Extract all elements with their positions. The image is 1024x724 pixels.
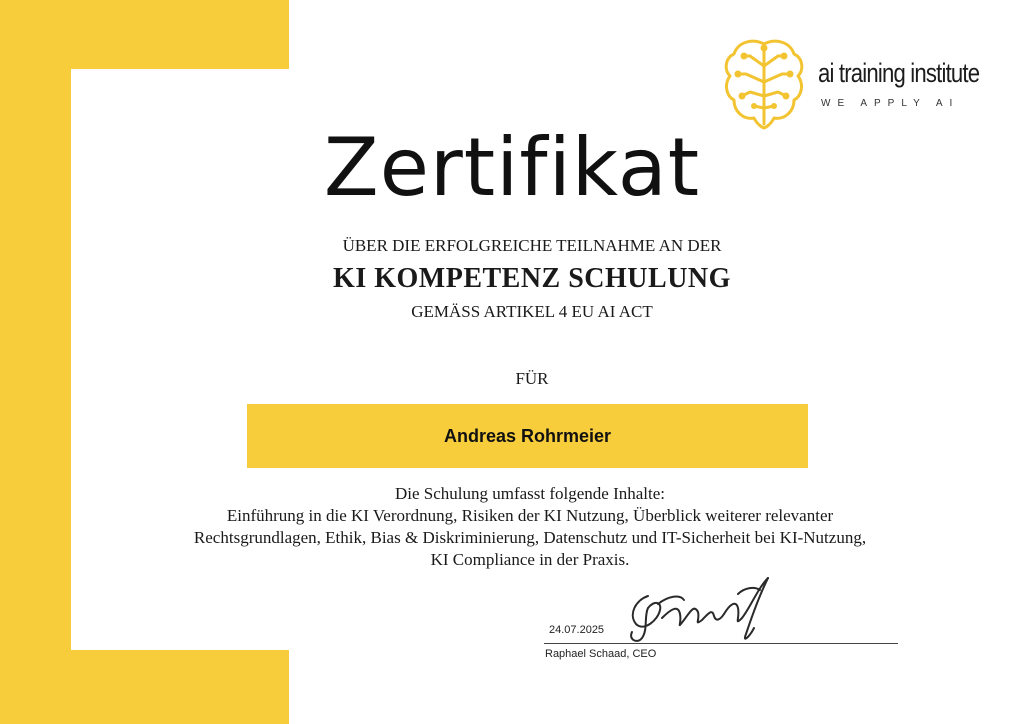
course-name: KI KOMPETENZ SCHULUNG [333,263,731,294]
signature-line [544,643,898,644]
content-line: Die Schulung umfasst folgende Inhalte: [394,484,666,503]
recipient-name: Andreas Rohrmeier [443,425,612,446]
for-label: FÜR [515,369,549,388]
issue-date: 24.07.2025 [549,624,605,636]
signer-name: Raphael Schaad, CEO [545,648,657,660]
logo-tagline: WE APPLY AI [821,98,960,109]
content-line: Einführung in die KI Verordnung, Risiken der KI Nutzung, Überblick weiterer relevanter [226,506,834,525]
logo-wordmark: ai training institute [818,58,980,88]
content-line: KI Compliance in der Praxis. [430,550,630,569]
article-reference: GEMÄSS ARTIKEL 4 EU AI ACT [411,302,653,321]
subtitle-over: ÜBER DIE ERFOLGREICHE TEILNAHME AN DER [342,236,722,255]
handwritten-signature [618,574,788,650]
content-line: Rechtsgrundlagen, Ethik, Bias & Diskriminierung, Datenschutz und IT-Sicherheit bei KI-Nutzung, [193,528,867,547]
recipient-banner [247,404,808,468]
certificate-title: Zertifikat [323,121,701,214]
course-content [120,483,940,571]
